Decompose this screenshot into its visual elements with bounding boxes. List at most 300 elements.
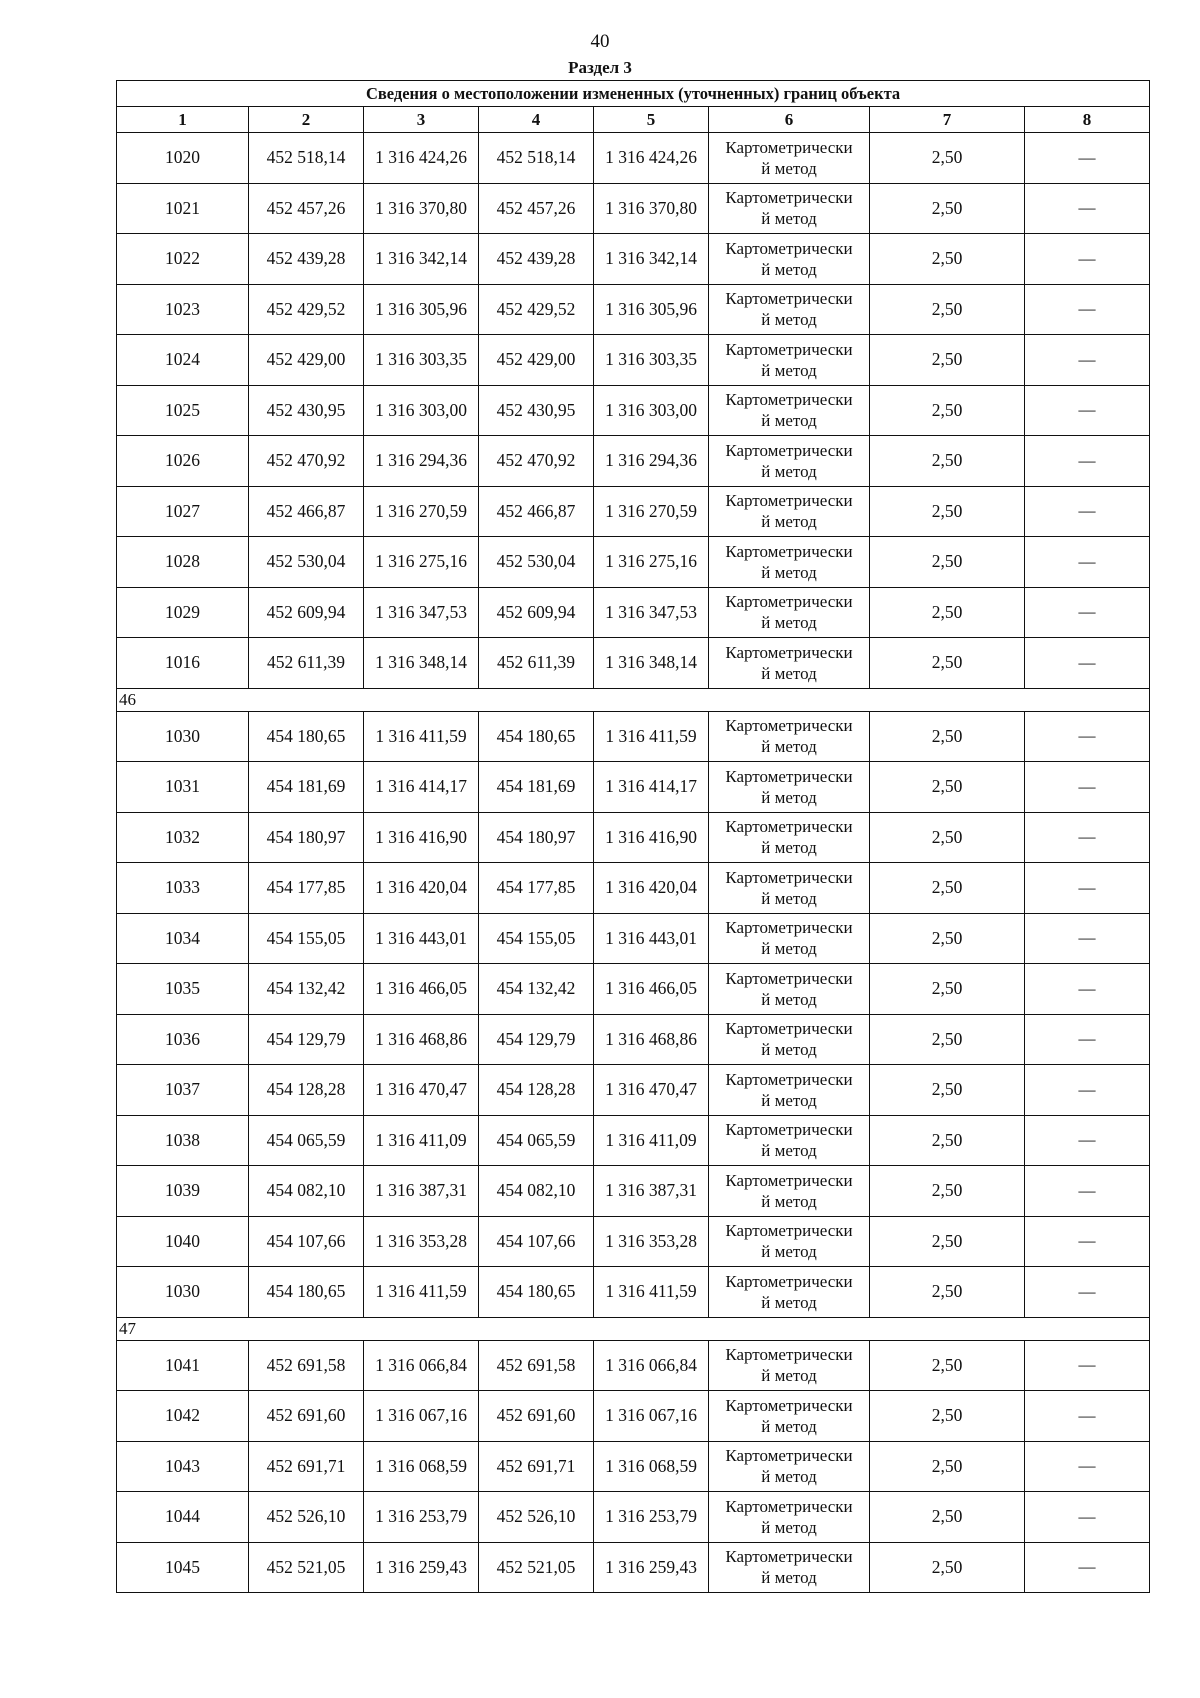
method-cell (709, 436, 870, 487)
point-number-cell: 1021 (117, 183, 249, 234)
x-new-cell: 454 107,66 (479, 1216, 594, 1267)
accuracy-cell: 2,50 (870, 587, 1025, 638)
x-new-cell: 452 691,58 (479, 1340, 594, 1391)
x-new-cell: 454 180,65 (479, 711, 594, 762)
x-new-cell: 454 180,65 (479, 1267, 594, 1318)
point-number-cell: 1044 (117, 1492, 249, 1543)
y-new-cell: 1 316 259,43 (594, 1542, 709, 1593)
method-cell (709, 335, 870, 386)
page-number: 40 (590, 31, 610, 52)
note-cell: — (1025, 1340, 1150, 1391)
table-row (117, 385, 1150, 436)
x-existing-cell: 454 065,59 (249, 1115, 364, 1166)
accuracy-cell: 2,50 (870, 1441, 1025, 1492)
accuracy-cell: 2,50 (870, 335, 1025, 386)
accuracy-cell: 2,50 (870, 234, 1025, 285)
x-existing-cell: 452 526,10 (249, 1492, 364, 1543)
y-new-cell: 1 316 370,80 (594, 183, 709, 234)
x-existing-cell: 452 611,39 (249, 638, 364, 689)
table-row (117, 436, 1150, 487)
accuracy-cell: 2,50 (870, 1492, 1025, 1543)
method-text-line1: Картометрически (725, 440, 853, 460)
note-cell: — (1025, 1492, 1150, 1543)
column-number-row (117, 107, 1150, 133)
method-text-line2: й метод (761, 1416, 817, 1436)
x-existing-cell: 454 132,42 (249, 964, 364, 1015)
x-new-cell: 452 439,28 (479, 234, 594, 285)
table-row (117, 1166, 1150, 1217)
table-row (117, 964, 1150, 1015)
accuracy-cell: 2,50 (870, 1166, 1025, 1217)
note-cell: — (1025, 913, 1150, 964)
table-row (117, 335, 1150, 386)
y-existing-cell: 1 316 342,14 (364, 234, 479, 285)
note-cell: — (1025, 1441, 1150, 1492)
column-number: 3 (364, 107, 479, 133)
note-cell: — (1025, 711, 1150, 762)
x-existing-cell: 454 128,28 (249, 1065, 364, 1116)
x-new-cell: 454 180,97 (479, 812, 594, 863)
x-new-cell: 452 466,87 (479, 486, 594, 537)
y-existing-cell: 1 316 387,31 (364, 1166, 479, 1217)
point-number-cell: 1029 (117, 587, 249, 638)
method-text-line2: й метод (761, 158, 817, 178)
method-text-line1: Картометрически (725, 592, 853, 612)
y-new-cell: 1 316 411,09 (594, 1115, 709, 1166)
y-new-cell: 1 316 411,59 (594, 1267, 709, 1318)
note-cell: — (1025, 284, 1150, 335)
method-cell (709, 1542, 870, 1593)
x-existing-cell: 452 439,28 (249, 234, 364, 285)
table-row (117, 913, 1150, 964)
x-existing-cell: 452 691,60 (249, 1391, 364, 1442)
method-text-line2: й метод (761, 939, 817, 959)
x-new-cell: 454 155,05 (479, 913, 594, 964)
x-new-cell: 454 128,28 (479, 1065, 594, 1116)
y-existing-cell: 1 316 414,17 (364, 762, 479, 813)
table-row (117, 638, 1150, 689)
x-new-cell: 452 609,94 (479, 587, 594, 638)
column-number: 5 (594, 107, 709, 133)
point-number-cell: 1038 (117, 1115, 249, 1166)
accuracy-cell: 2,50 (870, 133, 1025, 184)
x-existing-cell: 452 429,00 (249, 335, 364, 386)
x-new-cell: 452 521,05 (479, 1542, 594, 1593)
note-cell: — (1025, 335, 1150, 386)
note-cell: — (1025, 234, 1150, 285)
point-number-cell: 1037 (117, 1065, 249, 1116)
x-existing-cell: 452 518,14 (249, 133, 364, 184)
note-cell: — (1025, 385, 1150, 436)
y-new-cell: 1 316 067,16 (594, 1391, 709, 1442)
method-text-line2: й метод (761, 663, 817, 683)
x-existing-cell: 454 155,05 (249, 913, 364, 964)
x-new-cell: 452 430,95 (479, 385, 594, 436)
y-new-cell: 1 316 294,36 (594, 436, 709, 487)
x-existing-cell: 454 107,66 (249, 1216, 364, 1267)
x-new-cell: 454 129,79 (479, 1014, 594, 1065)
y-existing-cell: 1 316 347,53 (364, 587, 479, 638)
point-number-cell: 1030 (117, 711, 249, 762)
table-row (117, 587, 1150, 638)
accuracy-cell: 2,50 (870, 1216, 1025, 1267)
method-cell (709, 913, 870, 964)
method-text-line1: Картометрически (725, 918, 853, 938)
method-text-line1: Картометрически (725, 491, 853, 511)
y-existing-cell: 1 316 303,35 (364, 335, 479, 386)
point-number-cell: 1039 (117, 1166, 249, 1217)
y-existing-cell: 1 316 353,28 (364, 1216, 479, 1267)
y-existing-cell: 1 316 303,00 (364, 385, 479, 436)
method-cell (709, 964, 870, 1015)
x-existing-cell: 452 457,26 (249, 183, 364, 234)
point-number-cell: 1045 (117, 1542, 249, 1593)
method-cell (709, 1340, 870, 1391)
x-existing-cell: 454 129,79 (249, 1014, 364, 1065)
method-text-line2: й метод (761, 209, 817, 229)
x-existing-cell: 452 691,71 (249, 1441, 364, 1492)
point-number-cell: 1040 (117, 1216, 249, 1267)
note-cell: — (1025, 587, 1150, 638)
method-text-line2: й метод (761, 1040, 817, 1060)
method-text-line1: Картометрически (725, 289, 853, 309)
method-cell (709, 486, 870, 537)
method-cell (709, 537, 870, 588)
method-text-line2: й метод (761, 1366, 817, 1386)
note-cell: — (1025, 1014, 1150, 1065)
note-cell: — (1025, 1267, 1150, 1318)
point-number-cell: 1028 (117, 537, 249, 588)
note-cell: — (1025, 863, 1150, 914)
y-existing-cell: 1 316 466,05 (364, 964, 479, 1015)
point-number-cell: 1020 (117, 133, 249, 184)
point-number-cell: 1041 (117, 1340, 249, 1391)
column-number: 1 (117, 107, 249, 133)
contour-group-row (117, 688, 1150, 711)
method-text-line2: й метод (761, 562, 817, 582)
y-new-cell: 1 316 414,17 (594, 762, 709, 813)
accuracy-cell: 2,50 (870, 1115, 1025, 1166)
method-cell (709, 638, 870, 689)
y-new-cell: 1 316 347,53 (594, 587, 709, 638)
table-row (117, 1115, 1150, 1166)
note-cell: — (1025, 762, 1150, 813)
accuracy-cell: 2,50 (870, 1014, 1025, 1065)
method-cell (709, 762, 870, 813)
method-text-line1: Картометрически (725, 541, 853, 561)
method-text-line1: Картометрически (725, 867, 853, 887)
x-new-cell: 452 691,60 (479, 1391, 594, 1442)
accuracy-cell: 2,50 (870, 1391, 1025, 1442)
method-cell (709, 812, 870, 863)
method-cell (709, 385, 870, 436)
method-cell (709, 1267, 870, 1318)
note-cell: — (1025, 964, 1150, 1015)
note-cell: — (1025, 1542, 1150, 1593)
method-cell (709, 863, 870, 914)
method-cell (709, 133, 870, 184)
x-new-cell: 452 429,00 (479, 335, 594, 386)
method-text-line1: Картометрически (725, 1547, 853, 1567)
method-text-line1: Картометрически (725, 390, 853, 410)
table-row (117, 1391, 1150, 1442)
method-text-line2: й метод (761, 613, 817, 633)
x-new-cell: 452 526,10 (479, 1492, 594, 1543)
y-new-cell: 1 316 416,90 (594, 812, 709, 863)
method-text-line2: й метод (761, 411, 817, 431)
accuracy-cell: 2,50 (870, 436, 1025, 487)
note-cell: — (1025, 638, 1150, 689)
method-text-line2: й метод (761, 461, 817, 481)
method-text-line1: Картометрически (725, 188, 853, 208)
accuracy-cell: 2,50 (870, 385, 1025, 436)
table-row (117, 1340, 1150, 1391)
method-text-line1: Картометрически (725, 238, 853, 258)
accuracy-cell: 2,50 (870, 913, 1025, 964)
y-existing-cell: 1 316 348,14 (364, 638, 479, 689)
method-cell (709, 284, 870, 335)
note-cell: — (1025, 537, 1150, 588)
method-text-line1: Картометрически (725, 1345, 853, 1365)
y-existing-cell: 1 316 416,90 (364, 812, 479, 863)
column-number: 6 (709, 107, 870, 133)
method-text-line1: Картометрически (725, 766, 853, 786)
x-new-cell: 454 177,85 (479, 863, 594, 914)
accuracy-cell: 2,50 (870, 537, 1025, 588)
table-row (117, 1216, 1150, 1267)
x-existing-cell: 452 530,04 (249, 537, 364, 588)
y-new-cell: 1 316 443,01 (594, 913, 709, 964)
y-new-cell: 1 316 387,31 (594, 1166, 709, 1217)
note-cell: — (1025, 183, 1150, 234)
x-existing-cell: 454 180,97 (249, 812, 364, 863)
method-text-line2: й метод (761, 1467, 817, 1487)
point-number-cell: 1032 (117, 812, 249, 863)
point-number-cell: 1035 (117, 964, 249, 1015)
y-existing-cell: 1 316 253,79 (364, 1492, 479, 1543)
method-text-line2: й метод (761, 1242, 817, 1262)
y-new-cell: 1 316 348,14 (594, 638, 709, 689)
y-new-cell: 1 316 303,00 (594, 385, 709, 436)
method-text-line1: Картометрически (725, 1496, 853, 1516)
accuracy-cell: 2,50 (870, 284, 1025, 335)
method-cell (709, 1441, 870, 1492)
table-row (117, 812, 1150, 863)
method-cell (709, 234, 870, 285)
point-number-cell: 1025 (117, 385, 249, 436)
x-existing-cell: 452 521,05 (249, 1542, 364, 1593)
table-row (117, 1441, 1150, 1492)
method-cell (709, 1065, 870, 1116)
accuracy-cell: 2,50 (870, 863, 1025, 914)
x-new-cell: 454 082,10 (479, 1166, 594, 1217)
note-cell: — (1025, 486, 1150, 537)
method-text-line1: Картометрически (725, 1019, 853, 1039)
point-number-cell: 1036 (117, 1014, 249, 1065)
method-text-line2: й метод (761, 512, 817, 532)
table-row (117, 762, 1150, 813)
table-body (117, 133, 1150, 1593)
x-new-cell: 452 518,14 (479, 133, 594, 184)
method-text-line1: Картометрически (725, 968, 853, 988)
y-existing-cell: 1 316 068,59 (364, 1441, 479, 1492)
y-existing-cell: 1 316 370,80 (364, 183, 479, 234)
x-new-cell: 452 470,92 (479, 436, 594, 487)
y-existing-cell: 1 316 294,36 (364, 436, 479, 487)
method-cell (709, 183, 870, 234)
y-new-cell: 1 316 353,28 (594, 1216, 709, 1267)
note-cell: — (1025, 1065, 1150, 1116)
method-text-line2: й метод (761, 1141, 817, 1161)
method-cell (709, 1492, 870, 1543)
accuracy-cell: 2,50 (870, 638, 1025, 689)
method-cell (709, 1166, 870, 1217)
y-existing-cell: 1 316 275,16 (364, 537, 479, 588)
x-existing-cell: 454 181,69 (249, 762, 364, 813)
method-text-line1: Картометрически (725, 1170, 853, 1190)
y-existing-cell: 1 316 067,16 (364, 1391, 479, 1442)
method-text-line1: Картометрически (725, 1221, 853, 1241)
y-new-cell: 1 316 424,26 (594, 133, 709, 184)
point-number-cell: 1042 (117, 1391, 249, 1442)
x-new-cell: 452 429,52 (479, 284, 594, 335)
method-cell (709, 1014, 870, 1065)
table-row (117, 1492, 1150, 1543)
method-text-line2: й метод (761, 989, 817, 1009)
y-new-cell: 1 316 305,96 (594, 284, 709, 335)
table-row (117, 1065, 1150, 1116)
x-existing-cell: 452 691,58 (249, 1340, 364, 1391)
method-text-line1: Картометрически (725, 1120, 853, 1140)
accuracy-cell: 2,50 (870, 486, 1025, 537)
point-number-cell: 1027 (117, 486, 249, 537)
y-existing-cell: 1 316 411,59 (364, 1267, 479, 1318)
table-row (117, 284, 1150, 335)
column-number: 7 (870, 107, 1025, 133)
note-cell: — (1025, 812, 1150, 863)
y-existing-cell: 1 316 305,96 (364, 284, 479, 335)
y-existing-cell: 1 316 468,86 (364, 1014, 479, 1065)
note-cell: — (1025, 1391, 1150, 1442)
y-existing-cell: 1 316 424,26 (364, 133, 479, 184)
method-cell (709, 587, 870, 638)
x-new-cell: 452 457,26 (479, 183, 594, 234)
contour-number: 47 (117, 1317, 1150, 1340)
point-number-cell: 1034 (117, 913, 249, 964)
table-row (117, 486, 1150, 537)
x-new-cell: 452 530,04 (479, 537, 594, 588)
accuracy-cell: 2,50 (870, 762, 1025, 813)
method-text-line2: й метод (761, 838, 817, 858)
method-text-line1: Картометрически (725, 716, 853, 736)
method-cell (709, 1391, 870, 1442)
table-row (117, 234, 1150, 285)
note-cell: — (1025, 1216, 1150, 1267)
contour-number: 46 (117, 688, 1150, 711)
y-new-cell: 1 316 253,79 (594, 1492, 709, 1543)
table-row (117, 863, 1150, 914)
y-new-cell: 1 316 068,59 (594, 1441, 709, 1492)
method-text-line2: й метод (761, 1517, 817, 1537)
x-new-cell: 454 181,69 (479, 762, 594, 813)
method-text-line1: Картометрически (725, 642, 853, 662)
point-number-cell: 1030 (117, 1267, 249, 1318)
accuracy-cell: 2,50 (870, 1340, 1025, 1391)
table-row (117, 1014, 1150, 1065)
method-text-line2: й метод (761, 1568, 817, 1588)
note-cell: — (1025, 133, 1150, 184)
y-new-cell: 1 316 411,59 (594, 711, 709, 762)
method-text-line2: й метод (761, 1191, 817, 1211)
x-new-cell: 452 691,71 (479, 1441, 594, 1492)
accuracy-cell: 2,50 (870, 711, 1025, 762)
table-row (117, 537, 1150, 588)
y-new-cell: 1 316 420,04 (594, 863, 709, 914)
y-existing-cell: 1 316 443,01 (364, 913, 479, 964)
x-new-cell: 452 611,39 (479, 638, 594, 689)
x-new-cell: 454 132,42 (479, 964, 594, 1015)
method-text-line2: й метод (761, 888, 817, 908)
y-existing-cell: 1 316 270,59 (364, 486, 479, 537)
x-existing-cell: 454 180,65 (249, 711, 364, 762)
x-existing-cell: 452 466,87 (249, 486, 364, 537)
table-row (117, 711, 1150, 762)
accuracy-cell: 2,50 (870, 964, 1025, 1015)
x-existing-cell: 454 177,85 (249, 863, 364, 914)
table-caption: Сведения о местоположении измененных (уточненных) границ объекта (117, 81, 1150, 107)
method-text-line2: й метод (761, 310, 817, 330)
y-new-cell: 1 316 468,86 (594, 1014, 709, 1065)
point-number-cell: 1033 (117, 863, 249, 914)
y-new-cell: 1 316 466,05 (594, 964, 709, 1015)
table-row (117, 1542, 1150, 1593)
column-number: 2 (249, 107, 364, 133)
method-text-line2: й метод (761, 1292, 817, 1312)
y-existing-cell: 1 316 066,84 (364, 1340, 479, 1391)
method-text-line1: Картометрически (725, 1271, 853, 1291)
column-number: 4 (479, 107, 594, 133)
method-text-line1: Картометрически (725, 1069, 853, 1089)
boundary-coordinates-table (116, 80, 1150, 1593)
accuracy-cell: 2,50 (870, 183, 1025, 234)
x-existing-cell: 452 430,95 (249, 385, 364, 436)
y-existing-cell: 1 316 411,09 (364, 1115, 479, 1166)
x-existing-cell: 454 180,65 (249, 1267, 364, 1318)
point-number-cell: 1016 (117, 638, 249, 689)
method-text-line1: Картометрически (725, 817, 853, 837)
method-text-line2: й метод (761, 360, 817, 380)
y-existing-cell: 1 316 259,43 (364, 1542, 479, 1593)
point-number-cell: 1022 (117, 234, 249, 285)
accuracy-cell: 2,50 (870, 812, 1025, 863)
method-text-line1: Картометрически (725, 1446, 853, 1466)
method-text-line2: й метод (761, 787, 817, 807)
x-new-cell: 454 065,59 (479, 1115, 594, 1166)
y-new-cell: 1 316 342,14 (594, 234, 709, 285)
note-cell: — (1025, 1115, 1150, 1166)
y-new-cell: 1 316 066,84 (594, 1340, 709, 1391)
method-cell (709, 711, 870, 762)
method-text-line1: Картометрически (725, 1395, 853, 1415)
y-new-cell: 1 316 270,59 (594, 486, 709, 537)
method-text-line2: й метод (761, 1090, 817, 1110)
point-number-cell: 1043 (117, 1441, 249, 1492)
y-existing-cell: 1 316 470,47 (364, 1065, 479, 1116)
point-number-cell: 1026 (117, 436, 249, 487)
accuracy-cell: 2,50 (870, 1065, 1025, 1116)
point-number-cell: 1031 (117, 762, 249, 813)
point-number-cell: 1023 (117, 284, 249, 335)
